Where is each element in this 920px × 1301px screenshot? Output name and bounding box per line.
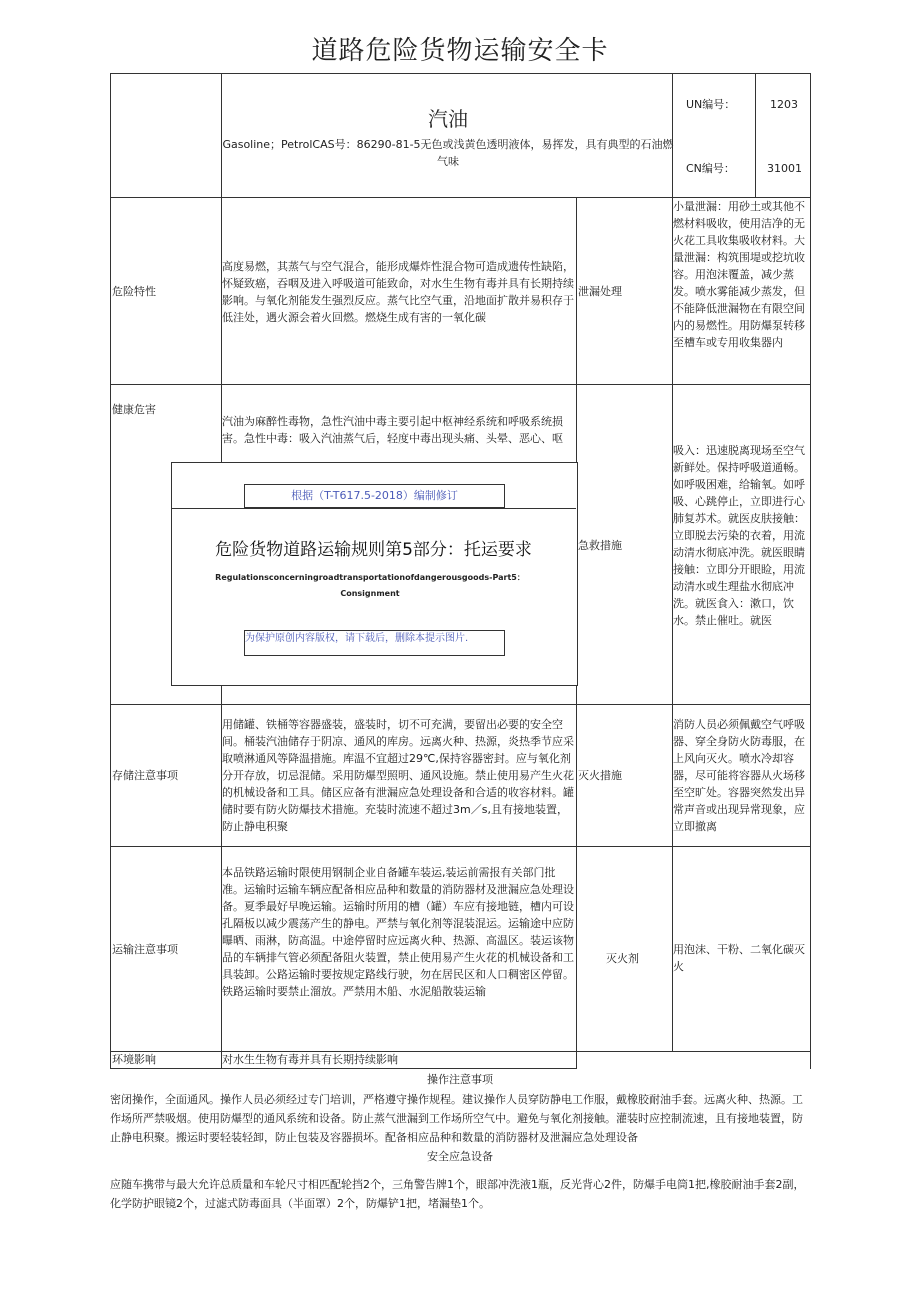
cn-label: CN编号： [686,162,735,175]
equipment-text: 应随车携带与最大允许总质量和车轮尺寸相匹配轮挡2个，三角警告牌1个，眼部冲洗液1瓶，反光背心2件，防爆手电筒1把,橡胶耐油手套2副，化学防护眼镜2个，过滤式防毒面具（半面罩）2个，防爆铲1把，堵漏垫1个。 [110,1178,805,1210]
transport-label: 运输注意事项 [112,943,178,956]
extinguisher-label: 灭火剂 [606,952,639,965]
un-label: UN编号： [686,98,736,111]
danger-text: 高度易燃，其蒸气与空气混合，能形成爆炸性混合物可造成遗传性缺陷，怀疑致癌，吞咽及进入呼吸道可能致命，对水生生物有毒并具有长期持续影响。与氧化剂能发生强烈反应。蒸气比空气重，沿地面扩散并易积存于低洼处，遇火源会着火回燃。燃烧生成有害的一氧化碳 [222,260,574,324]
firstaid-label: 急救措施 [578,539,622,552]
table-border-right [810,73,811,1069]
table-border-left [110,73,111,1069]
health-text: 汽油为麻醉性毒物，急性汽油中毒主要引起中枢神经系统和呼吸系统损害。急性中毒：吸入汽油蒸气后，轻度中毒出现头痛、头晕、恶心、呕 [222,415,563,445]
fire-measures-text: 消防人员必须佩戴空气呼吸器、穿全身防火防毒服，在上风向灭火。喷水冷却容器，尽可能将容器从火场移至空旷处。容器突然发出异常声音或出现异常现象，应立即撤离 [673,718,805,833]
operation-text: 密闭操作，全面通风。操作人员必须经过专门培训，严格遵守操作规程。建议操作人员穿防静电工作服，戴橡胶耐油手套。远离火种、热源。工作场所严禁吸烟。使用防爆型的通风系统和设备。防止蒸气泄漏到工作场所空气中。避免与氧化剂接触。灌装时应控制流速，且有接地装置，防止静电积聚。搬运时要轻装轻卸，防止包装及容器损坏。配备相应品种和数量的消防器材及泄漏应急处理设备 [110,1093,803,1144]
fire-measures-label: 灭火措施 [578,769,622,782]
environment-label: 环境影响 [112,1053,156,1066]
health-label: 健康危害 [112,403,156,416]
danger-label: 危险特性 [112,285,156,298]
product-description: Gasoline；PetrolCAS号：86290-81-5无色或浅黄色透明液体，易挥发，具有典型的石油燃气味 [222,138,674,168]
row-divider-2 [110,384,811,385]
row-divider-3 [110,704,811,705]
extinguisher-text: 用泡沫、干粉、二氧化碳灭火 [673,943,805,973]
storage-text: 用储罐、铁桶等容器盛装，盛装时，切不可充满，要留出必要的安全空间。桶装汽油储存于阴凉、通风的库房。远离火种、热源，炎热季节应采取喷淋通风等降温措施。库温不宜超过29℃,保持容器密封。应与氧化剂分开存放，切忌混储。采用防爆型照明、通风设施。禁止使用易产生火花的机械设备和工具。储区应备有泄漏应急处理设备和合适的收容材料。罐储时要有防火防爆技术措施。充装时流速不超过3m／s,且有接地装置，防止静电积聚 [222,718,574,833]
leak-text: 小量泄漏：用砂土或其他不燃材料吸收，使用洁净的无火花工具收集吸收材料。大量泄漏：构筑围堤或挖坑收容。用泡沫覆盖，减少蒸发。喷水雾能减少蒸发，但不能降低泄漏物在有限空间内的易燃性。用防爆泵转移至槽车或专用收集器内 [673,200,805,349]
operation-title: 操作注意事项 [427,1073,493,1086]
row-divider-4 [110,846,811,847]
cn-value: 31001 [767,162,802,175]
transport-text: 本品铁路运输时限使用钢制企业自备罐车装运,装运前需报有关部门批准。运输时运输车辆应配备相应品种和数量的消防器材及泄漏应急处理设备。夏季最好早晚运输。运输时所用的槽（罐）车应有接地链，槽内可设孔隔板以减少震荡产生的静电。严禁与氧化剂等混装混运。运输途中应防曝晒、雨淋，防高温。中途停留时应远离火种、热源、高温区。装运该物品的车辆排气管必须配备阻火装置，禁止使用易产生火花的机械设备和工具装卸。公路运输时要按规定路线行驶，勿在居民区和人口稠密区停留。铁路运输时要禁止溜放。严禁用木船、水泥船散装运输 [222,866,574,998]
storage-label: 存储注意事项 [112,769,178,782]
firstaid-text: 吸入：迅速脱离现场至空气新鲜处。保持呼吸道通畅。如呼吸困难，给输氧。如呼吸、心跳停止，立即进行心肺复苏术。就医皮肤接触：立即脱去污染的衣着，用流动清水彻底冲洗。就医眼睛接触：立即分开眼睑，用流动清水或生理盐水彻底冲洗。就医食入：漱口，饮水。禁止催吐。就医 [673,444,805,627]
overlay-subtitle-en: Regulationsconcerningroadtransportationofdangerousgoods-Part5：Consignment [215,573,525,598]
col-divider-4 [755,73,756,197]
overlay-divider [171,508,576,509]
overlay-source-note: 根据（T-T617.5-2018）编制修订 [244,484,505,508]
product-name: 汽油 [428,107,468,131]
un-value: 1203 [770,98,798,111]
table-border-top [110,73,811,74]
row-divider-6 [110,1068,577,1069]
equipment-title: 安全应急设备 [427,1150,493,1163]
overlay-title: 危险货物道路运输规则第5部分：托运要求 [215,540,532,560]
environment-text: 对水生生物有毒并具有长期持续影响 [222,1053,398,1066]
leak-label: 泄漏处理 [578,285,622,298]
page-title: 道路危险货物运输安全卡 [311,36,609,66]
overlay-copyright-note: 为保护原创内容版权，请下载后，删除本提示图片. [244,630,505,656]
